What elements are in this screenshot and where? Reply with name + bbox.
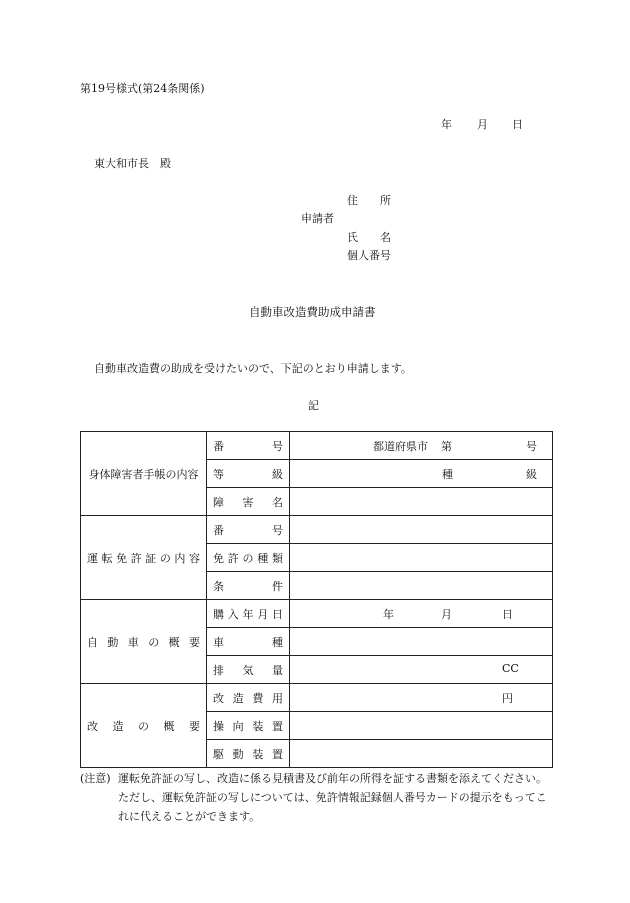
table-row (81, 684, 553, 712)
kyu-label: 級 (526, 468, 537, 481)
value-conditions[interactable] (290, 572, 553, 600)
row-label-displacement: 排気量 (207, 656, 290, 684)
value-license-type[interactable] (290, 544, 553, 572)
table-row (81, 516, 553, 544)
dai-label: 第 (441, 440, 452, 453)
value-cost[interactable] (290, 684, 553, 712)
category-handbook: 身体障害者手帳の内容 (81, 432, 207, 516)
value-disability[interactable] (290, 488, 553, 516)
date-year-label: 年 (441, 118, 452, 131)
row-label-license-number: 番号 (207, 516, 290, 544)
yen-unit-label: 円 (502, 692, 513, 705)
note-label: (注意) (80, 772, 111, 785)
row-label-vehicle-type: 車種 (207, 628, 290, 656)
intro-text: 自動車改造費の助成を受けたいので、下記のとおり申請します。 (94, 362, 412, 375)
category-modification: 改造の概要 (81, 684, 207, 768)
go-label: 号 (526, 440, 537, 453)
value-vehicle-type[interactable] (290, 628, 553, 656)
ki-marker: 記 (308, 399, 319, 412)
category-license: 運転免許証の内容 (81, 516, 207, 600)
application-table (80, 431, 553, 768)
table-row (81, 600, 553, 628)
value-displacement[interactable] (290, 656, 553, 684)
value-handbook-number[interactable] (290, 432, 553, 460)
row-label-drive: 駆動装置 (207, 740, 290, 768)
row-label-cost: 改造費用 (207, 684, 290, 712)
document-title: 自動車改造費助成申請書 (249, 305, 376, 319)
purchase-year-label: 年 (383, 608, 394, 621)
table-row (81, 432, 553, 460)
date-month-label: 月 (477, 118, 488, 131)
row-label-conditions: 条件 (207, 572, 290, 600)
note-text: 運転免許証の写し、改造に係る見積書及び前年の所得を証する書類を添えてください。ただし、運転免許証の写しについては、免許情報記録個人番号カードの提示をもってこれに代えることができます。 (118, 772, 547, 823)
row-label-handbook-number: 番号 (207, 432, 290, 460)
applicant-label: 申請者 (301, 212, 334, 225)
date-day-label: 日 (512, 118, 523, 131)
prefecture-label: 都道府県市 (373, 440, 428, 453)
applicant-name-label: 氏 名 (347, 231, 391, 244)
value-purchase-date[interactable] (290, 600, 553, 628)
value-steering[interactable] (290, 712, 553, 740)
applicant-address-label: 住 所 (347, 194, 391, 207)
note-block (80, 769, 555, 826)
row-label-license-type: 免許の種類 (207, 544, 290, 572)
applicant-id-label: 個人番号 (347, 249, 391, 262)
value-grade[interactable] (290, 460, 553, 488)
purchase-month-label: 月 (441, 608, 452, 621)
form-number: 第19号様式(第24条関係) (80, 82, 205, 95)
value-license-number[interactable] (290, 516, 553, 544)
cc-unit-label: CC (502, 662, 519, 675)
row-label-disability: 障害名 (207, 488, 290, 516)
purchase-day-label: 日 (502, 608, 513, 621)
value-drive[interactable] (290, 740, 553, 768)
addressee: 東大和市長 殿 (94, 157, 171, 170)
shu-label: 種 (442, 468, 453, 481)
row-label-purchase-date: 購入年月日 (207, 600, 290, 628)
row-label-steering: 操向装置 (207, 712, 290, 740)
row-label-grade: 等級 (207, 460, 290, 488)
category-vehicle: 自動車の概要 (81, 600, 207, 684)
